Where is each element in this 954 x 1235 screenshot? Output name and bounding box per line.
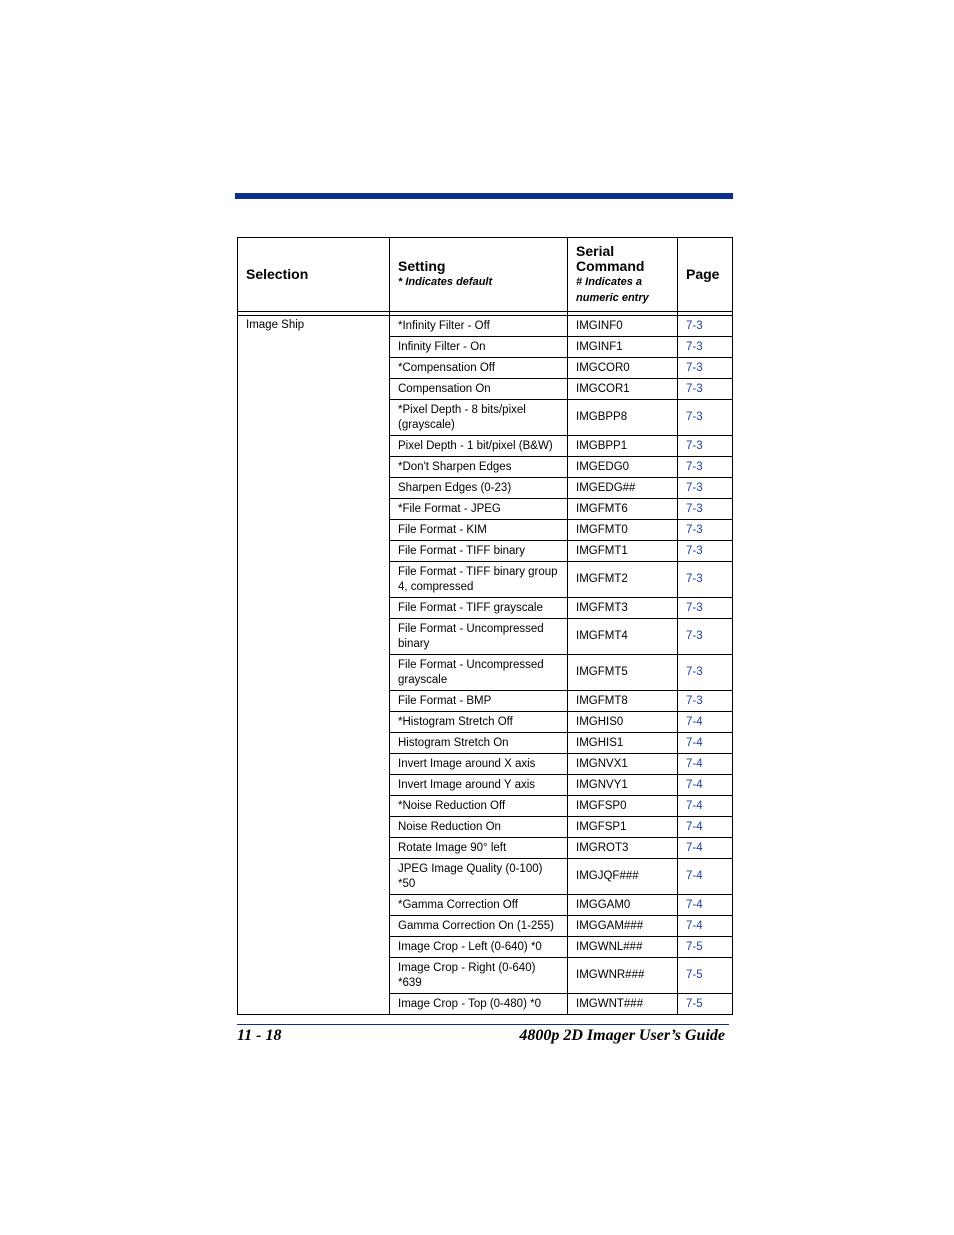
- footer-rule: [237, 1024, 729, 1025]
- page-link[interactable]: 7-3: [678, 478, 733, 499]
- page-link[interactable]: 7-4: [678, 754, 733, 775]
- setting-cell: File Format - Uncompressed binary: [390, 619, 568, 655]
- page-link[interactable]: 7-4: [678, 712, 733, 733]
- setting-cell: *Pixel Depth - 8 bits/pixel (grayscale): [390, 400, 568, 436]
- page-link[interactable]: 7-3: [678, 379, 733, 400]
- setting-cell: *Compensation Off: [390, 358, 568, 379]
- page-link[interactable]: 7-3: [678, 598, 733, 619]
- serial-command-cell: IMGCOR1: [568, 379, 678, 400]
- serial-command-cell: IMGWNL###: [568, 937, 678, 958]
- serial-command-cell: IMGGAM###: [568, 916, 678, 937]
- header-setting: Setting * Indicates default: [390, 238, 568, 312]
- setting-cell: Histogram Stretch On: [390, 733, 568, 754]
- serial-command-cell: IMGEDG0: [568, 457, 678, 478]
- setting-cell: File Format - TIFF binary group 4, compressed: [390, 562, 568, 598]
- setting-cell: Compensation On: [390, 379, 568, 400]
- setting-cell: Gamma Correction On (1-255): [390, 916, 568, 937]
- setting-cell: File Format - TIFF grayscale: [390, 598, 568, 619]
- serial-command-cell: IMGFMT3: [568, 598, 678, 619]
- setting-cell: *Gamma Correction Off: [390, 895, 568, 916]
- serial-command-cell: IMGROT3: [568, 838, 678, 859]
- setting-cell: Rotate Image 90° left: [390, 838, 568, 859]
- header-page: Page: [678, 238, 733, 312]
- setting-cell: File Format - Uncompressed grayscale: [390, 655, 568, 691]
- page-link[interactable]: 7-5: [678, 994, 733, 1015]
- serial-command-cell: IMGFMT4: [568, 619, 678, 655]
- serial-command-cell: IMGBPP1: [568, 436, 678, 457]
- setting-cell: Sharpen Edges (0-23): [390, 478, 568, 499]
- page-link[interactable]: 7-3: [678, 562, 733, 598]
- serial-command-cell: IMGINF1: [568, 337, 678, 358]
- page-link[interactable]: 7-3: [678, 499, 733, 520]
- setting-cell: Invert Image around X axis: [390, 754, 568, 775]
- page-link[interactable]: 7-3: [678, 436, 733, 457]
- setting-cell: File Format - TIFF binary: [390, 541, 568, 562]
- page-link[interactable]: 7-4: [678, 916, 733, 937]
- page-link[interactable]: 7-4: [678, 733, 733, 754]
- setting-cell: *Don't Sharpen Edges: [390, 457, 568, 478]
- serial-command-cell: IMGFMT2: [568, 562, 678, 598]
- header-serial-note: # Indicates a numeric entry: [576, 275, 649, 304]
- setting-cell: File Format - KIM: [390, 520, 568, 541]
- page-link[interactable]: 7-3: [678, 316, 733, 337]
- setting-cell: Image Crop - Right (0-640) *639: [390, 958, 568, 994]
- table-body: [238, 312, 733, 1015]
- serial-command-cell: IMGFMT0: [568, 520, 678, 541]
- serial-command-cell: IMGFMT5: [568, 655, 678, 691]
- serial-command-cell: IMGNVX1: [568, 754, 678, 775]
- header-setting-note: * Indicates default: [398, 276, 493, 288]
- setting-cell: Image Crop - Left (0-640) *0: [390, 937, 568, 958]
- page-link[interactable]: 7-3: [678, 337, 733, 358]
- page-link[interactable]: 7-5: [678, 937, 733, 958]
- header-serial-command: Serial Command # Indicates a numeric entry: [568, 238, 678, 312]
- page-link[interactable]: 7-3: [678, 400, 733, 436]
- setting-cell: Noise Reduction On: [390, 817, 568, 838]
- table-row: [238, 316, 733, 337]
- page-link[interactable]: 7-3: [678, 457, 733, 478]
- serial-command-cell: IMGBPP8: [568, 400, 678, 436]
- setting-cell: *Histogram Stretch Off: [390, 712, 568, 733]
- setting-cell: Infinity Filter - On: [390, 337, 568, 358]
- page-link[interactable]: 7-3: [678, 619, 733, 655]
- header-rule: [235, 193, 733, 199]
- page-link[interactable]: 7-4: [678, 775, 733, 796]
- serial-command-cell: IMGFMT8: [568, 691, 678, 712]
- header-selection: Selection: [238, 238, 390, 312]
- setting-cell: *File Format - JPEG: [390, 499, 568, 520]
- setting-cell: Image Crop - Top (0-480) *0: [390, 994, 568, 1015]
- serial-command-cell: IMGJQF###: [568, 859, 678, 895]
- footer-page-number: 11 - 18: [237, 1027, 282, 1044]
- serial-command-cell: IMGHIS1: [568, 733, 678, 754]
- serial-command-cell: IMGFSP0: [568, 796, 678, 817]
- selection-cell: Image Ship: [238, 316, 390, 1015]
- serial-command-cell: IMGWNR###: [568, 958, 678, 994]
- serial-command-cell: IMGWNT###: [568, 994, 678, 1015]
- page-link[interactable]: 7-4: [678, 838, 733, 859]
- command-table: [237, 237, 733, 1015]
- setting-cell: JPEG Image Quality (0-100) *50: [390, 859, 568, 895]
- serial-command-cell: IMGGAM0: [568, 895, 678, 916]
- page-link[interactable]: 7-3: [678, 520, 733, 541]
- serial-command-cell: IMGNVY1: [568, 775, 678, 796]
- page-link[interactable]: 7-4: [678, 817, 733, 838]
- page-link[interactable]: 7-4: [678, 895, 733, 916]
- serial-command-cell: IMGEDG##: [568, 478, 678, 499]
- page-link[interactable]: 7-4: [678, 859, 733, 895]
- page-link[interactable]: 7-3: [678, 655, 733, 691]
- serial-command-cell: IMGFMT1: [568, 541, 678, 562]
- serial-command-cell: IMGINF0: [568, 316, 678, 337]
- page-link[interactable]: 7-3: [678, 691, 733, 712]
- serial-command-cell: IMGFMT6: [568, 499, 678, 520]
- page-link[interactable]: 7-4: [678, 796, 733, 817]
- setting-cell: Invert Image around Y axis: [390, 775, 568, 796]
- setting-cell: *Infinity Filter - Off: [390, 316, 568, 337]
- serial-command-cell: IMGCOR0: [568, 358, 678, 379]
- setting-cell: *Noise Reduction Off: [390, 796, 568, 817]
- page-link[interactable]: 7-3: [678, 358, 733, 379]
- table-header-row: [238, 238, 733, 312]
- setting-cell: Pixel Depth - 1 bit/pixel (B&W): [390, 436, 568, 457]
- setting-cell: File Format - BMP: [390, 691, 568, 712]
- page-link[interactable]: 7-5: [678, 958, 733, 994]
- footer-guide-title: 4800p 2D Imager User’s Guide: [519, 1027, 725, 1044]
- page-link[interactable]: 7-3: [678, 541, 733, 562]
- serial-command-cell: IMGHIS0: [568, 712, 678, 733]
- serial-command-cell: IMGFSP1: [568, 817, 678, 838]
